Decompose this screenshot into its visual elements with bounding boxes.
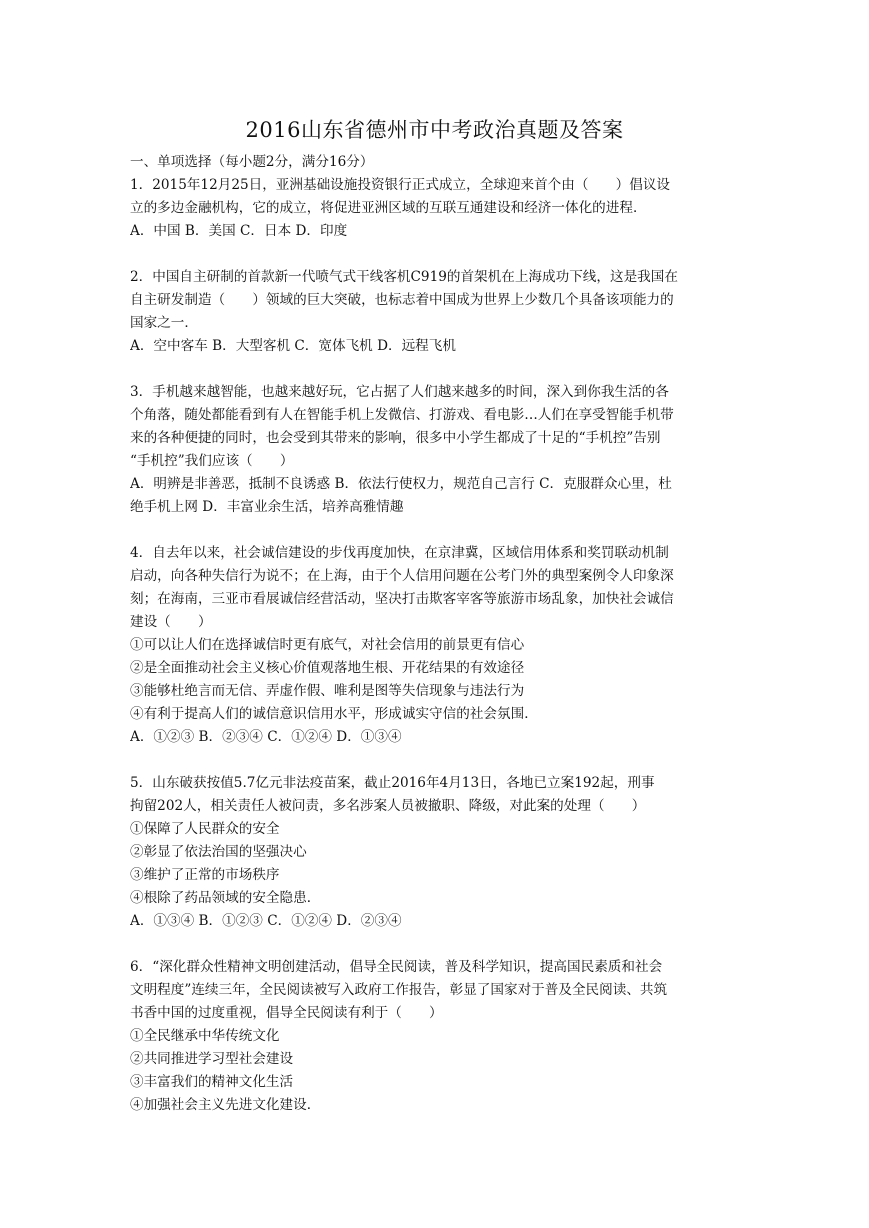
question-line: 刻；在海南，三亚市看展诚信经营活动，坚决打击欺客宰客等旅游市场乱象，加快社会诚信 [130, 591, 674, 607]
question-line: A．明辨是非善恶，抵制不良诱惑 B．依法行使权力，规范自己言行 C．克服群众心里，杜 [130, 476, 672, 492]
question-line: 国家之一． [130, 315, 198, 331]
question-line: ②彰显了依法治国的坚强决心 [130, 844, 307, 860]
question-line: 书香中国的过度重视，倡导全民阅读有利于（ ） [130, 1005, 443, 1021]
question-line: ③维护了正常的市场秩序 [130, 867, 280, 883]
document-title: 2016山东省德州市中考政治真题及答案 [245, 118, 624, 142]
question-line: “手机控”我们应该（ ） [130, 453, 294, 469]
question-line: 来的各种便捷的同时，也会受到其带来的影响，很多中小学生都成了十足的“手机控”告别 [130, 430, 661, 446]
question-line: A．中国 B．美国 C．日本 D．印度 [130, 223, 348, 239]
question-line: 3．手机越来越智能，也越来越好玩，它占据了人们越来越多的时间，深入到你我生活的各 [130, 384, 669, 400]
question-line: 立的多边金融机构，它的成立，将促进亚洲区域的互联互通建设和经济一体化的进程． [130, 200, 647, 216]
question-block [130, 542, 742, 749]
section-heading: 一、单项选择（每小题2分，满分16分） [130, 154, 374, 170]
question-line: 6．“深化群众性精神文明创建活动，倡导全民阅读，普及科学知识，提高国民素质和社会 [130, 959, 663, 975]
question-line: 4．自去年以来，社会诚信建设的步伐再度加快，在京津冀，区域信用体系和奖罚联动机制 [130, 545, 669, 561]
question-line: ①全民继承中华传统文化 [130, 1028, 280, 1044]
question-line: A．①③④ B．①②③ C．①②④ D．②③④ [130, 913, 402, 929]
question-line: ④有利于提高人们的诚信意识信用水平，形成诚实守信的社会氛围． [130, 706, 538, 722]
question-line: A．①②③ B．②③④ C．①②④ D．①③④ [130, 729, 402, 745]
question-block [130, 956, 742, 1117]
question-line: 自主研发制造（ ）领域的巨大突破，也标志着中国成为世界上少数几个具备该项能力的 [130, 292, 674, 308]
question-line: 个角落，随处都能看到有人在智能手机上发微信、打游戏、看电影…人们在享受智能手机带 [130, 407, 674, 423]
question-line: 拘留202人，相关责任人被问责，多名涉案人员被撤职、降级，对此案的处理（ ） [130, 798, 646, 814]
question-line: ②共同推进学习型社会建设 [130, 1051, 294, 1067]
question-list [130, 174, 742, 1117]
question-block [130, 772, 742, 933]
question-block [130, 381, 742, 519]
question-block [130, 266, 742, 358]
question-line: 建设（ ） [130, 614, 212, 630]
question-line: A．空中客车 B．大型客机 C．宽体飞机 D．远程飞机 [130, 338, 456, 354]
question-line: ④根除了药品领域的安全隐患． [130, 890, 321, 906]
question-line: ②是全面推动社会主义核心价值观落地生根、开花结果的有效途径 [130, 660, 525, 676]
document-body [130, 151, 742, 1140]
question-block [130, 174, 742, 243]
question-line: ③能够杜绝言而无信、弄虚作假、唯利是图等失信现象与违法行为 [130, 683, 525, 699]
question-line: ③丰富我们的精神文化生活 [130, 1074, 294, 1090]
question-line: 启动，向各种失信行为说不；在上海，由于个人信用问题在公考门外的典型案例令人印象深 [130, 568, 674, 584]
question-line: 绝手机上网 D．丰富业余生活，培养高雅情趣 [130, 499, 404, 515]
question-line: ①保障了人民群众的安全 [130, 821, 280, 837]
question-line: ①可以让人们在选择诚信时更有底气，对社会信用的前景更有信心 [130, 637, 525, 653]
question-line: 1．2015年12月25日，亚洲基础设施投资银行正式成立，全球迎来首个由（ ）倡议设 [130, 177, 671, 193]
question-line: 文明程度”连续三年，全民阅读被写入政府工作报告，彰显了国家对于普及全民阅读、共筑 [130, 982, 668, 998]
question-line: 2．中国自主研制的首款新一代喷气式干线客机C919的首架机在上海成功下线，这是我国在 [130, 269, 678, 285]
question-line: 5．山东破获按值5.7亿元非法疫苗案，截止2016年4月13日，各地已立案192起，刑事 [130, 775, 655, 791]
question-line: ④加强社会主义先进文化建设． [130, 1097, 321, 1113]
